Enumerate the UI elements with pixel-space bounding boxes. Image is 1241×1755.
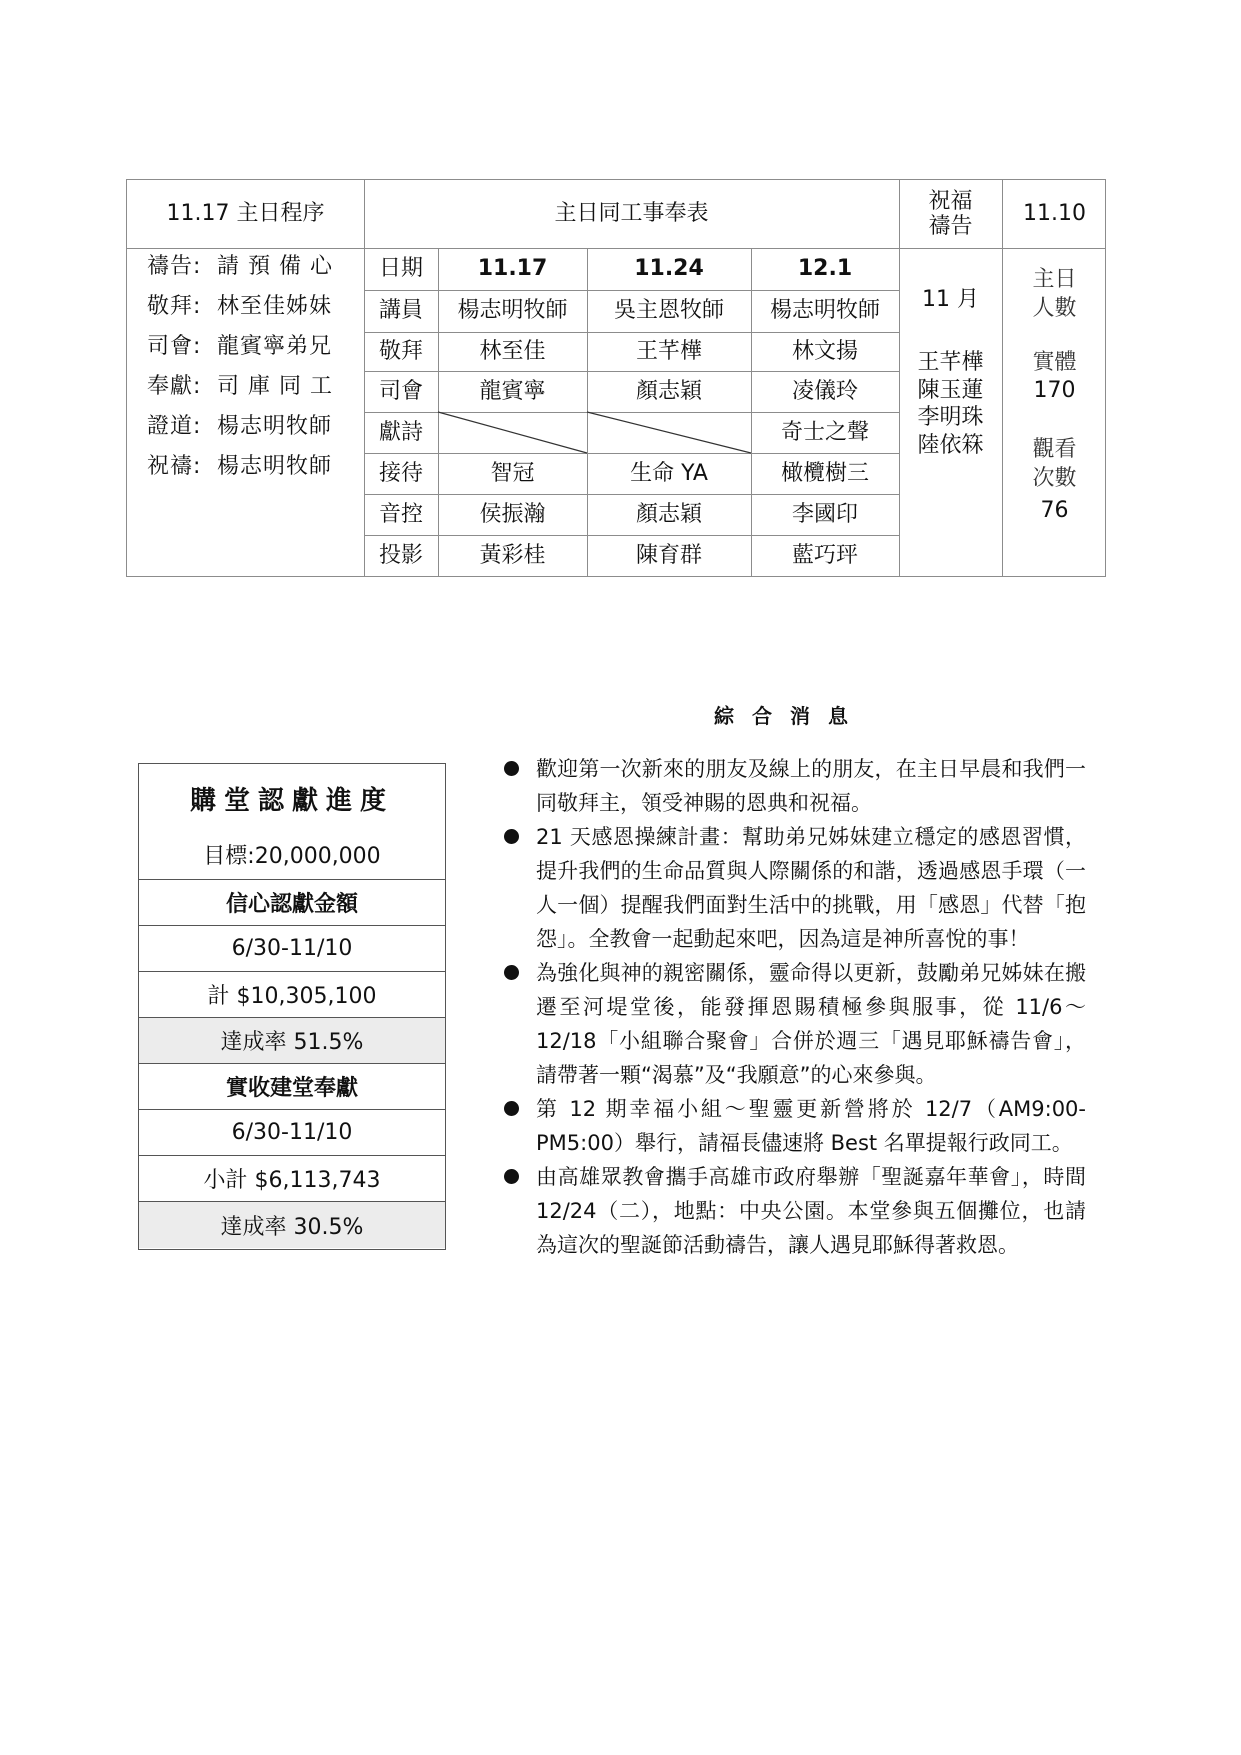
roster-cell: 林至佳 (479, 338, 546, 364)
order-role: 奉獻: (147, 373, 202, 399)
news-text: 第 12 期幸福小組～聖靈更新營將於 12/7（AM9:00-PM5:00）舉行，請福長儘速將 Best 名單提報行政同工。 (536, 1097, 1086, 1155)
offering-row: 達成率 51.5% (139, 1018, 445, 1064)
program-header: 11.17 主日程序 (166, 201, 325, 227)
news-item (504, 752, 1086, 820)
roster-date: 11.24 (634, 256, 704, 282)
roster-cell: 陳育群 (635, 543, 702, 569)
roster-cell: 藍巧玶 (791, 543, 858, 569)
offering-row: 達成率 30.5% (139, 1202, 445, 1248)
roster-cell: 楊志明牧師 (457, 298, 568, 324)
news-title: 綜合消息 (714, 704, 866, 728)
offering-progress-box (138, 763, 446, 1250)
attendance-label: 主日 人數 (1032, 267, 1077, 321)
roster-cell: 生命 YA (630, 460, 708, 486)
blessing-name: 陳玉蓮 (917, 377, 984, 403)
roster-row-label: 講員 (378, 298, 423, 324)
order-person: 楊志明牧師 (217, 413, 333, 439)
offering-row: 6/30-11/10 (139, 926, 445, 972)
offering-title: 購堂認獻進度 (189, 786, 394, 816)
roster-cell: 智冠 (490, 460, 535, 486)
attendance-views-value: 76 (1040, 498, 1069, 524)
blessing-names (899, 344, 1002, 464)
offering-row: 計 $10,305,100 (139, 972, 445, 1018)
offering-header (139, 764, 445, 880)
blessing-name: 陸依箖 (917, 432, 984, 458)
roster-cell (438, 412, 587, 453)
bullet-icon (504, 761, 519, 776)
roster-date: 11.17 (477, 256, 548, 282)
news-item (504, 956, 1086, 1092)
offering-row: 信心認獻金額 (139, 880, 445, 926)
roster-cell: 楊志明牧師 (769, 298, 880, 324)
roster-cell: 王芊樺 (635, 338, 702, 364)
news-item (504, 1160, 1086, 1262)
program-order-item (147, 284, 362, 324)
roster-date-label: 日期 (378, 256, 423, 282)
program-order-item (147, 364, 362, 404)
program-order-item (147, 244, 362, 284)
roster-cell: 顏志穎 (635, 501, 702, 527)
program-order-item (147, 324, 362, 364)
blessing-name: 王芊樺 (917, 350, 984, 375)
roster-cell: 李國印 (791, 501, 858, 527)
order-role: 證道: (147, 413, 202, 439)
roster-row-label: 音控 (378, 501, 423, 527)
order-person: 林至佳姊妹 (217, 293, 333, 319)
order-role: 敬拜: (147, 293, 202, 319)
offering-target: 目標:20,000,000 (203, 844, 381, 869)
roster-cell: 黃彩桂 (479, 543, 546, 569)
roster-cell: 龍賓寧 (479, 378, 546, 404)
attendance-physical-value: 170 (1033, 378, 1076, 404)
roster-cell: 凌儀玲 (791, 378, 858, 404)
order-person: 楊志明牧師 (217, 453, 333, 479)
news-item (504, 820, 1086, 956)
order-person: 司 庫 同 工 (217, 373, 333, 399)
roster-date: 12.1 (797, 256, 853, 282)
roster-row-label: 司會 (378, 378, 423, 404)
news-text: 由高雄眾教會攜手高雄市政府舉辦「聖誕嘉年華會」，時間 12/24（二），地點：中央公園。本堂參與五個攤位，也請為這次的聖誕節活動禱告，讓人遇見耶穌得著救恩。 (536, 1165, 1086, 1257)
offering-row: 6/30-11/10 (139, 1110, 445, 1156)
offering-row: 實收建堂奉獻 (139, 1064, 445, 1110)
schedule-table (126, 179, 1106, 577)
attendance-physical-label: 實體 (1032, 350, 1077, 376)
roster-header: 主日同工事奉表 (554, 201, 709, 227)
attendance-header: 11.10 (1023, 201, 1086, 227)
order-person: 龍賓寧弟兄 (217, 333, 333, 359)
blessing-name: 李明珠 (917, 405, 984, 430)
bullet-icon (504, 965, 519, 980)
order-role: 司會: (147, 333, 202, 359)
bullet-icon (504, 1169, 519, 1184)
roster-cell: 林文揚 (791, 338, 858, 364)
news-list (504, 752, 1086, 1262)
roster-cell: 橄欖樹三 (780, 460, 869, 486)
program-order-item (147, 404, 362, 444)
roster-row-label: 敬拜 (378, 338, 423, 364)
program-order-list (147, 244, 362, 484)
bullet-icon (504, 829, 519, 844)
roster-row-label: 接待 (378, 460, 423, 486)
attendance-views-label: 觀看 次數 (1032, 437, 1077, 491)
bullet-icon (504, 1101, 519, 1116)
roster-cell: 侯振瀚 (479, 501, 546, 527)
roster-cell (587, 412, 751, 453)
news-text: 21 天感恩操練計畫：幫助弟兄姊妹建立穩定的感恩習慣，提升我們的生命品質與人際關係的和諧，透過感恩手環（一人一個）提醒我們面對生活中的挑戰，用「感恩」代替「抱怨」。全教會一起動起來吧，因為這是神所喜悅的事！ (536, 825, 1086, 951)
news-text: 為強化與神的親密關係，靈命得以更新，鼓勵弟兄姊妹在搬遷至河堤堂後，能發揮恩賜積極參與服事，從 11/6～12/18「小組聯合聚會」合併於週三「遇見耶穌禱告會」，請帶著一顆“渴慕”及“我願意”的心來參與。 (536, 961, 1086, 1087)
news-text: 歡迎第一次新來的朋友及線上的朋友，在主日早晨和我們一同敬拜主，領受神賜的恩典和祝福。 (536, 757, 1086, 815)
order-role: 祝禱: (147, 453, 202, 479)
roster-cell: 吳主恩牧師 (613, 298, 724, 324)
offering-row: 小計 $6,113,743 (139, 1156, 445, 1202)
order-role: 禱告: (147, 253, 202, 279)
blessing-month: 11 月 (922, 287, 979, 313)
order-person: 請 預 備 心 (217, 253, 333, 279)
roster-row-label: 獻詩 (378, 419, 423, 445)
blessing-header: 祝福 禱告 (928, 188, 973, 239)
news-item (504, 1092, 1086, 1160)
roster-cell: 顏志穎 (635, 378, 702, 404)
roster-row-label: 投影 (378, 543, 423, 569)
program-order-item (147, 444, 362, 484)
roster-cell: 奇士之聲 (780, 419, 869, 445)
